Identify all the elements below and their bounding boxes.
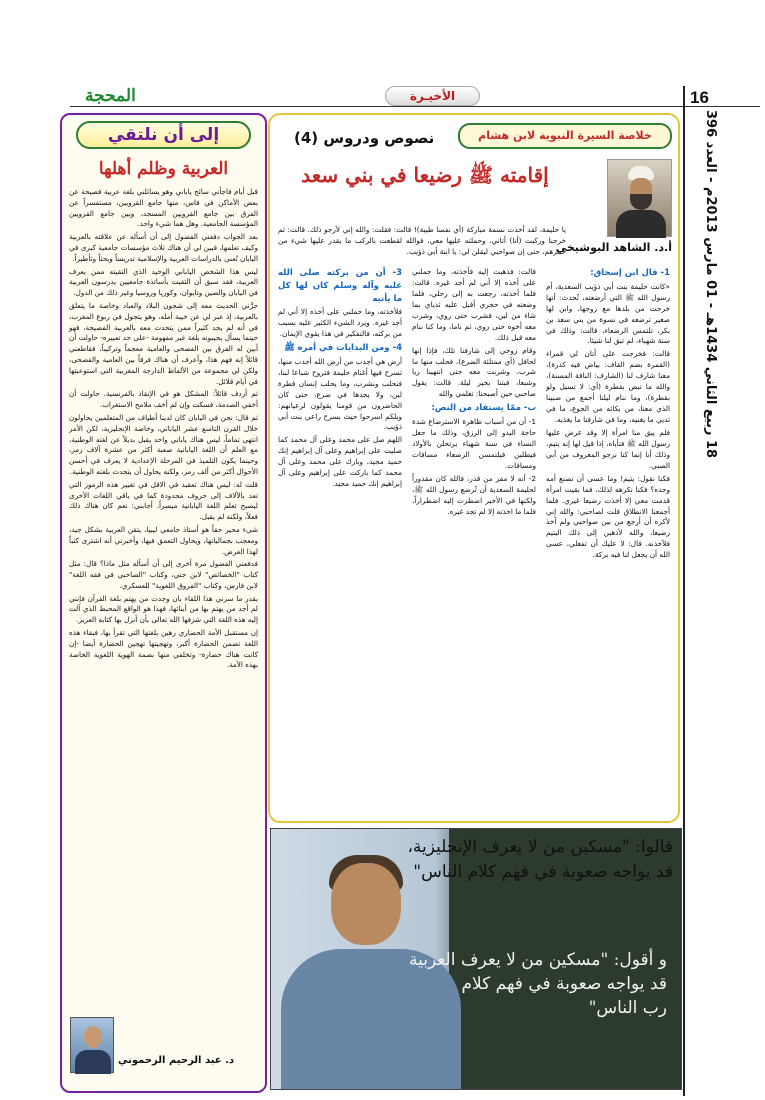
main-title: إقامته ﷺ رضيعا في بني سعد [301, 163, 549, 187]
image-caption-top [407, 835, 673, 884]
lessons-label: نصوص ودروس (4) [294, 129, 435, 147]
column-subhead: ب- ممّا يستفاد من النص: [431, 403, 536, 414]
paragraph: ليس هذا الشخص الياباني الوحيد الذي التقيته ممن يعرف العربية، فقد سبق أن التقيت بأساتذة جامعيين يدرسون العربية في اليابان والصين وتايوان، وكوريا وروسيا وغير ذلك من الدول. [69, 266, 258, 298]
left-author [70, 1017, 260, 1077]
paragraph: 1- أن من أسباب ظاهرة الاسترضاع شدة حاجة البدو إلى الرزق، وذلك ما جعل النساء في سنة شهباء يرتحلن بالأولاد فيطلبن فيلتمسن الرضعاء مسافات ومسافات. [412, 417, 536, 470]
article-column-1 [546, 265, 670, 817]
paragraph: «كانت حليمة بنت أبي ذؤيب السعدية، أم رسول الله ﷺ التي أرضعته، تُحدث: أنها خرجت من بلدها مع زوجها، وابن لها صغير ترضعه في نسوة من بني سعد بن بكر، تلتمس الرضعاء، قالت: وذلك في سنة شهباء، لم تبق لنا شيئا. [546, 281, 670, 346]
author-photo [70, 1017, 114, 1073]
left-article [60, 113, 267, 1093]
paragraph: بعد الجواب دفعني الفضول إلى أن أسأله عن علاقته بالعربية وكيف تعلمها، فبين لي أن هناك ثلاث مؤسسات جامعية كبرى في اليابان تُعنى بالدراسات العربية والإسلامية تدريساً وبحثاً وتأطيراً. [69, 232, 258, 263]
paragraph: قالت: فذهبت إليه فأخذته، وما حملني على أخذه إلا أني لم أجد غيره. قالت: فلما أخذته، رجعت به إلى رحلي، فلما وضعته في حجري أقبل عليه ثدياي بما شاء من لبن، فشرب حتى روي، وشرب معه أخوه حتى روي، ثم ناما، وما كنا ننام معه قبل ذلك. [412, 267, 536, 342]
paragraph: قلت له: ليس هناك تعقيد في الاقل في تغيير هذه الرموز التي تعد بالآلاف إلى حروف محدودة كما في باقي اللغات الأخرى ليصبح تعلم اللغة اليابانية ميسراً. أجابني: نعم كان هناك ذلك فعلاً، ولكنه لم يقبل. [69, 479, 258, 522]
left-article-body [62, 187, 265, 671]
author-face [84, 1026, 102, 1048]
main-article [268, 113, 680, 823]
column-title: إلى أن نلتقي [76, 121, 251, 149]
caption-line: قد يواجه صعوبة في فهم كلام الناس" [413, 861, 673, 882]
paragraph: قبل أيام فاجأني سائح ياباني وهو يسائلني بلغة عربية فصيحة عن بعض الأماكن في فاس، منها جامع القرويين، مستفسراً عن الفرق بين جامع القرويين المسجد، وبين جامع القرويين المؤسسة الجامعية. وهل هما شيء واحد. [69, 187, 258, 229]
column-subhead: 3- أن من بركته صلى الله عليه وآله وسلم كان لها كل ما يأتيه [278, 268, 402, 304]
paragraph: أرض هي أجدب من أرض الله أجدب منها، تسرح فيها أغنام حليمة فتروح شباعا لبنا، فنحلب ونشرب، وما يحلب إنسان قطرة لبن، ولا يجدها في ضرع، حتى كان الحاضرون من قومنا يقولون لرعيانهم: ويلكم اسرحوا حيث يسرح راعي بنت أبي ذؤيب. [278, 356, 402, 432]
caption-line: قد يواجه صعوبة في فهم كلام [461, 973, 667, 994]
paragraph: فكنا نقول: يتيم! وما عسى أن تصنع أمه وجده؟ فكنا نكرهه لذلك، فما بقيت امرأة قدمت معي إلا أخذت رضيعا غيري. فلما أجمعنا الانطلاق قلت لصاحبي: والله إني لأكره أن أرجع من بين صواحبي ولم آخذ رضيعا، والله لأذهبن إلى ذلك اليتيم فلآخذنه. قال: لا عليك أن تفعلي، عسى الله أن يجعل لنا فيه بركة. [546, 473, 670, 560]
article-column-3 [278, 265, 402, 817]
paragraph: 2- أنه لا مفر من قدر، فالله كان مقدوراً لحليمة السعدية أن تُرضع رسول الله ﷺ، ولكنها في الأخير اضطرت إليه اضطراراً، فلما ما اخذته إلا لم تجد غيره. [412, 473, 536, 516]
paragraph: فلأخذته، وما حملني على أخذه إلا أني لم أجد غيره. ويرد الشيء الكثير عليه بسبب من بركته، فالتفكير في هذا يقوي الإيمان. [278, 307, 402, 339]
author-suit [75, 1050, 111, 1074]
column-subhead: 1- قال ابن إسحاق: [590, 268, 670, 278]
portrait-beard [630, 194, 652, 210]
paragraph: ثم أردف قائلاً: المشكل هو في الإنقاذ بالفرنسية. حاولت أن أخفي الصدمة، فسكت وإن لم أخف ملامح الاستغراب. [69, 389, 258, 410]
page-number: 16 [690, 88, 709, 107]
series-title: خلاصة السيرة النبوية لابن هشام [458, 123, 672, 149]
paragraph: فدفعني الفضول مرة أخرى إلى أن أسأله مثل ماذا؟ قال: مثل كتاب "الخصائص" لابن جني، وكتاب "الصاحبي في فقه اللغة" لابن فارس، وكتاب "الفروق اللغوية" للعسكري. [69, 559, 258, 590]
paragraph: إن مستقبل الأمة الحضاري رهين بلغتها التي تقرأ بها، فبقاء هذه اللغة تضمن الحضارة أكبر، وتهجيتها تهجين الحضارة أيضا -إن كانت هناك حضارة- وتخلفي منها بصمة الهوية اللغوية الخاصة بهذه الأمة. [69, 628, 258, 670]
paragraph: شيء محير حقاً هو أستاذ جامعي ليبيا، يتقن العربية بشكل جيد، ومعجب بجمالياتها، ويحاول التعمق فيها، وأخبرني أنه اشترى كتباً لهذا الغرض. [69, 524, 258, 556]
paragraph: ثم قال: نحن في اليابان كان لدينا أطياف من المتعلمين يحاولون خلال القرن التاسع عشر الياباني، وخاصة الإنجليزية، لكن الأمر انتهى تماماً، ليس هناك ياباني واحد يقبل بديلاً عن لغته الوطنية، مع العلم أن اللغة اليابانية صعبة أكثر من عشرة آلاف رمز، وحينما يكون التلميذ في المرحلة الإعدادية لا يعرف في أحسن الأحوال أكثر من ألف رمز، ولكنه يحاول أن يتحدث بلغته الوطنية. [69, 412, 258, 476]
paragraph: فلم يبق منا امرأة إلا وقد عرض عليها رسول الله ﷺ فتأباه، إذا قيل لها إنه يتيم، وذلك أنا إنما كنا نرجو المعروف من أبي الصبي. [546, 427, 670, 470]
header-rule [70, 106, 760, 107]
paragraph: قالت: فخرجت على أتان لي قمراء (القمرة بضم القاف: بياض فيه كدرة)، معنا شارف لنا (الشارف: الناقة المسنة)، والله ما تبض بقطرة (أي: لا تسيل ولو بقطرة)، وما ننام ليلنا أجمع من صبينا الذي معنا، من بكائه من الجوع، ما في ثديي ما يغنيه، وما في شارفنا ما يغذيه. [546, 349, 670, 424]
article-column-2 [412, 265, 536, 817]
paragraph: جرَّني الحديث معه إلى شجون البلاد والعباد وخاصة ما يتعلق بالعربية، إذ عبر لي عن خيبة أمله، وهو يتجول في ربوع المغرب، في أنه لم يجد كثيراً ممن يتحدث معه بالعربية الفصيحة، فهو حينما يسأل يجيبونه بلغة غير مفهومة -على حد تعبيره- حاولت أن أبين له الفرق بين الفصحى والعامية معجماً وتركيباً، فقاطعني قائلاً إنه فهم هذا، وأعرف أن هناك فرقاً بين العامية والفصحى، ولكن لي مجموعة من الألفاظ الدارجة المغربية التي استوعبتها في أيام قلائل. [69, 300, 258, 386]
paragraph: وقام زوجي إلى شارفنا تلك، فإذا إنها لحافل (أي ممتلئة الضرع)، فحلب منها ما شرب، وشربت معه حتى انتهينا ريا وشبعا، فبتنا بخير ليلة. قالت: يقول صاحبي حين أصبحنا: تعلمي والله [412, 345, 536, 399]
caption-line: و أقول: "مسكين من لا يعرف العربية [408, 950, 667, 970]
portrait-robe [616, 210, 666, 238]
boy-head [331, 863, 401, 945]
left-author-name: د. عبد الرحيم الرحموني [118, 1055, 235, 1066]
caption-line: رب الناس" [588, 997, 667, 1018]
section-label: الأخيـرة [385, 86, 480, 106]
issue-date: 18 ربيع الثاني 1434هـ - 01 مارس 2013م - العدد 396 [703, 110, 718, 459]
column-subhead: 4- ومن البدايات في أمره ﷺ [284, 343, 402, 354]
date-strip [676, 110, 760, 610]
caption-line: قالوا: "مسكين من لا يعرف الإنجليزية، [407, 837, 673, 857]
magazine-title: المحجة [85, 86, 136, 106]
main-author: أ.د. الشاهد البوشيخي [555, 241, 672, 254]
author-portrait [607, 159, 672, 237]
paragraph: بقدر ما سرني هذا اللقاء بان وجدت من يهتم بلغة القرآن فإنني لم أجد من يهتم بها من أبنائها، فهذا هو الواقع المحبط الذي آلت إليه هذه اللغة التي شرفها الله تعالى بأن أنزل بها كتابه العزيز. [69, 593, 258, 625]
image-caption-bottom [409, 949, 667, 1020]
article-columns [278, 265, 670, 817]
paragraph: اللهم صل على محمد وعلى آل محمد كما صليت على إبراهيم وعلى آل إبراهيم إنك حميد مجيد، وبارك على محمد وعلى آل محمد كما باركت على إبراهيم وعلى آل إبراهيم إنك حميد مجيد. [278, 435, 402, 489]
left-headline: العربية وظلم أهلها [98, 159, 229, 179]
intro-text: يا حليمة، لقد أخذت نسمة مباركة (أي نفسا طيبة)! قالت: فقلت: والله إني لأرجو ذلك. قالت: ثم خرجنا وركبت (أنا) أتاني، وحملته عليها معي، فوالله لقطعت بالركب ما يقدر عليها شيء من حمرهم، حتى إن صواحبي ليقلن لي: يا ابنة أبي ذؤيب. [278, 225, 566, 256]
chalkboard-image [270, 828, 682, 1090]
